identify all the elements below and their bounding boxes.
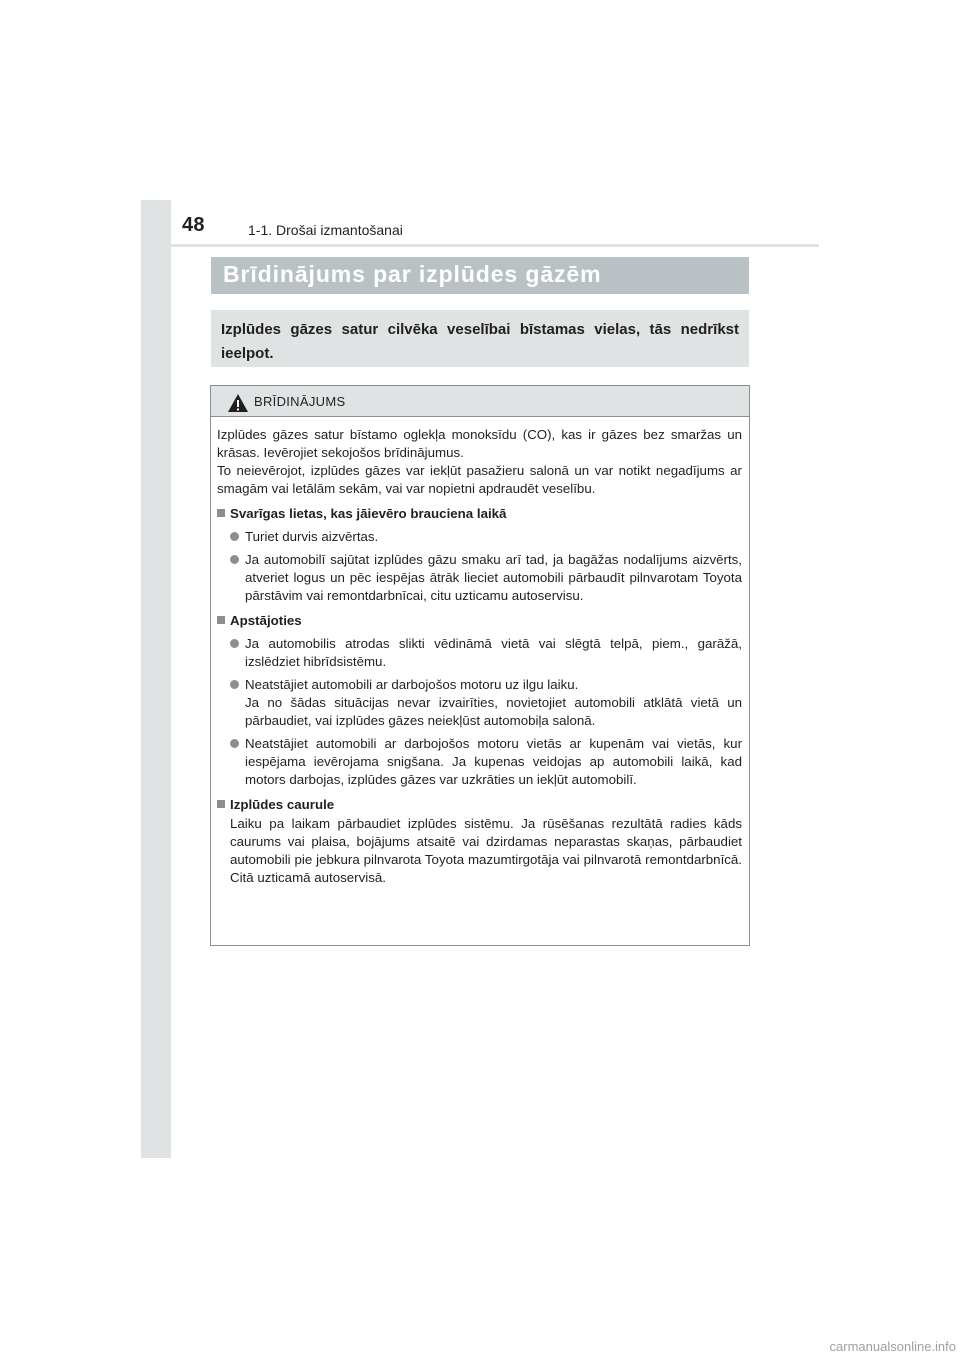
section-heading-text: Izplūdes caurule bbox=[230, 797, 335, 812]
watermark: carmanualsonline.info bbox=[829, 1339, 956, 1354]
summary-box: Izplūdes gāzes satur cilvēka veselībai bīstamas vielas, tās nedrīkst ieelpot. bbox=[211, 310, 749, 367]
section-label: 1-1. Drošai izmantošanai bbox=[248, 222, 403, 238]
list-item bbox=[217, 635, 742, 671]
section-heading-exhaust bbox=[217, 796, 742, 814]
warning-triangle-icon bbox=[227, 393, 249, 413]
square-bullet-icon bbox=[217, 616, 225, 624]
circle-bullet-icon bbox=[230, 555, 239, 564]
section-heading-text: Svarīgas lietas, kas jāievēro brauciena laikā bbox=[230, 506, 507, 521]
list-item-line: Neatstājiet automobili ar darbojošos motoru uz ilgu laiku. bbox=[245, 677, 579, 692]
list-item bbox=[217, 735, 742, 789]
square-bullet-icon bbox=[217, 800, 225, 808]
list-item bbox=[217, 528, 742, 546]
section-heading-stopping bbox=[217, 612, 742, 630]
page-number: 48 bbox=[182, 214, 205, 236]
circle-bullet-icon bbox=[230, 739, 239, 748]
section-heading-text: Apstājoties bbox=[230, 613, 302, 628]
list-item-text bbox=[245, 676, 742, 730]
warning-title: BRĪDINĀJUMS bbox=[254, 394, 346, 409]
list-item-text: Ja automobilī sajūtat izplūdes gāzu smaku arī tad, ja bagāžas nodalījums aizvērts, atveriet logus un pēc iespējas ātrāk lieciet automobili pārbaudīt pilnvarotam Toyota pārstāvim vai remontdarbnīcai, citu uzticamu autoservisu. bbox=[245, 552, 742, 603]
warning-body bbox=[211, 417, 749, 887]
warning-header bbox=[211, 386, 749, 417]
circle-bullet-icon bbox=[230, 680, 239, 689]
header-rule bbox=[171, 244, 819, 247]
warning-intro-2: To neievērojot, izplūdes gāzes var iekļūt pasažieru salonā un var notikt negadījums ar smagām vai letālām sekām, vai var nopietni apdraudēt veselību. bbox=[217, 463, 742, 496]
square-bullet-icon bbox=[217, 509, 225, 517]
side-strip bbox=[141, 200, 171, 1158]
warning-box bbox=[210, 385, 750, 946]
list-item bbox=[217, 551, 742, 605]
title-bar bbox=[211, 257, 749, 294]
circle-bullet-icon bbox=[230, 532, 239, 541]
list-item bbox=[217, 676, 742, 730]
list-item-continuation: Ja no šādas situācijas nevar izvairīties, novietojiet automobili atklātā vietā un pārbaudiet, vai izplūdes gāzes neiekļūst automobiļa salonā. bbox=[245, 695, 742, 728]
list-item-text: Ja automobilis atrodas slikti vēdināmā vietā vai slēgtā telpā, piem., garāžā, izslēdziet hibrīdsistēmu. bbox=[245, 636, 742, 669]
circle-bullet-icon bbox=[230, 639, 239, 648]
page-title: Brīdinājums par izplūdes gāzēm bbox=[223, 261, 602, 287]
list-item-text: Turiet durvis aizvērtas. bbox=[245, 529, 379, 544]
exhaust-paragraph: Laiku pa laikam pārbaudiet izplūdes sistēmu. Ja rūsēšanas rezultātā radies kāds caurums vai plaisa, bojājums atsaitē vai dzirdamas neparastas skaņas, pārbaudiet automobili pie jebkura pilnvarota Toyota mazumtirgotāja vai pilnvarotā remontdarbnīcā. Citā uzticamā autoservisā. bbox=[230, 816, 742, 885]
warning-intro-1: Izplūdes gāzes satur bīstamo oglekļa monoksīdu (CO), kas ir gāzes bez smaržas un krāsas. Ievērojiet sekojošos brīdinājumus. bbox=[217, 427, 742, 460]
list-item-text: Neatstājiet automobili ar darbojošos motoru vietās ar kupenām vai vietās, kur iespējama ievērojama snigšana. Ja kupenas veidojas ap automobili laikā, kad motors darbojas, izplūdes gāzes var uzkrāties un iekļūt automobilī. bbox=[245, 736, 742, 787]
section-heading-driving bbox=[217, 505, 742, 523]
